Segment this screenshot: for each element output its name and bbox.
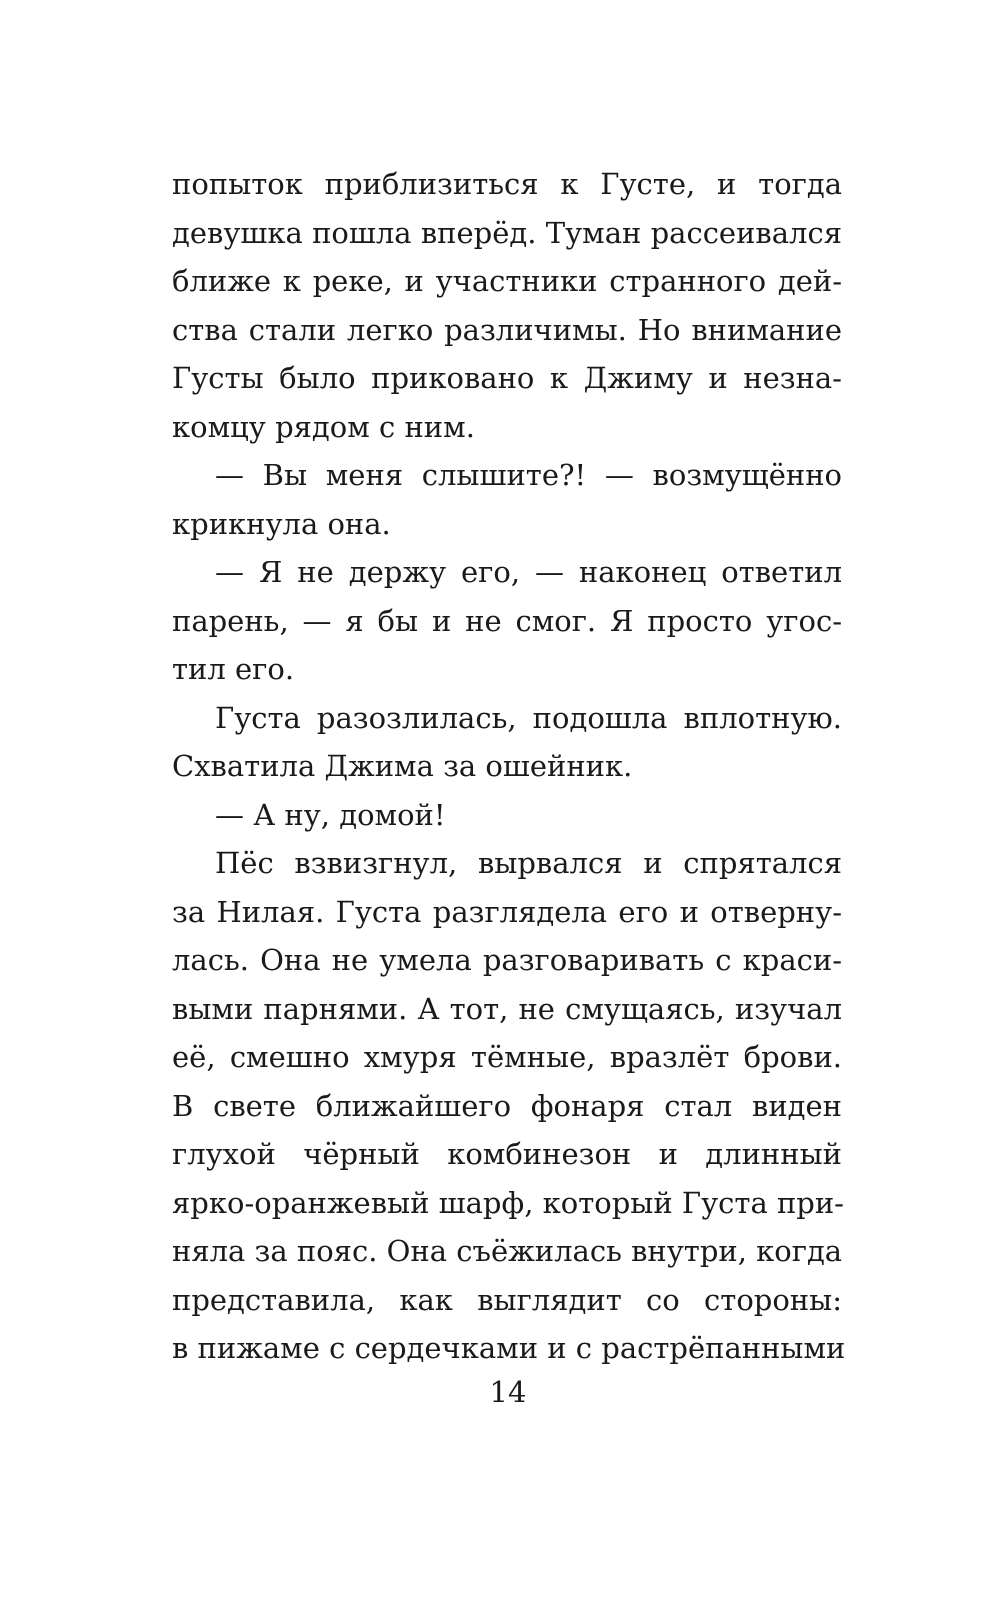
text-line: ближе к реке, и участники странного дей- [172, 264, 842, 298]
text-line: за Нилая. Густа разглядела его и отверну- [172, 894, 842, 929]
text-line: крикнула она. [172, 506, 391, 541]
text-line: няла за пояс. Она съёжилась внутри, когда [172, 1234, 843, 1268]
text-line: Схватила Джима за ошейник. [172, 749, 633, 783]
text-line: представила, как выглядит со стороны: [172, 1282, 842, 1317]
text-line: — А ну, домой! [215, 797, 446, 832]
text-line: лась. Она не умела разговаривать с краси- [172, 943, 842, 977]
text-line: в пижаме с сердечками и с растрёпанными [172, 1331, 846, 1365]
text-line: Густы было приковано к Джиму и незна- [172, 361, 842, 395]
text-line: тил его. [172, 652, 295, 686]
text-line: выми парнями. А тот, не смущаясь, изучал [172, 991, 842, 1026]
text-line: её, смешно хмуря тёмные, вразлёт брови. [172, 1040, 842, 1074]
text-line: парень, — я бы и не смог. Я просто угос- [172, 603, 842, 638]
text-line: Пёс взвизгнул, вырвался и спрятался [215, 846, 842, 880]
text-line: Густа разозлилась, подошла вплотную. [215, 700, 842, 735]
text-line: — Я не держу его, — наконец ответил [215, 555, 842, 589]
text-line: ства стали легко различимы. Но внимание [172, 312, 842, 347]
text-line: ярко-оранжевый шарф, который Густа при- [172, 1185, 844, 1220]
text-line: девушка пошла вперёд. Туман рассеивался [172, 215, 842, 250]
text-line: попыток приблизиться к Густе, и тогда [172, 167, 842, 201]
text-line: В свете ближайшего фонаря стал виден [172, 1088, 842, 1123]
text-line: — Вы меня слышите?! — возмущённо [215, 458, 842, 492]
page-number: 14 [489, 1375, 527, 1409]
text-line: глухой чёрный комбинезон и длинный [172, 1137, 842, 1171]
body-text [172, 160, 846, 1373]
text-line: комцу рядом с ним. [172, 409, 475, 444]
